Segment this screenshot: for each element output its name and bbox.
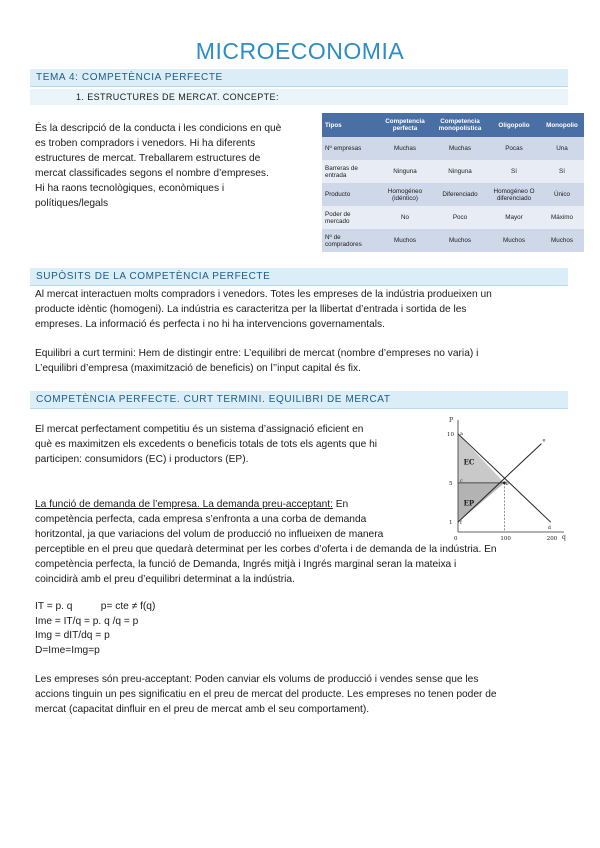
table-header-cell: Competencia monopolística	[432, 113, 488, 137]
point-label: a	[460, 430, 463, 437]
intro-line: mercat classificades segons el nombre d’empreses.	[35, 168, 269, 179]
page-title: MICROECONOMIA	[195, 38, 405, 64]
mercat-paragraph	[35, 422, 433, 467]
demanda-heading: La funció de demanda de l’empresa. La demanda preu-acceptant:	[35, 499, 333, 510]
table-header-cell: Oligopolio	[488, 113, 540, 137]
table-cell: Muchas	[432, 137, 488, 160]
subsection-header-estructures: 1. ESTRUCTURES DE MERCAT. CONCEPTE:	[30, 89, 568, 105]
market-types-table	[322, 113, 584, 252]
table-cell: Homogéneo (idéntico)	[378, 183, 432, 206]
table-cell: Muchas	[378, 137, 432, 160]
point-label: d	[547, 525, 551, 532]
intro-line: És la descripció de la conducta i les condicions en què	[35, 123, 282, 134]
table-header-cell: Competencia perfecta	[378, 113, 432, 137]
suposits-paragraph	[35, 287, 565, 332]
x-axis-label: q	[562, 534, 566, 541]
table-cell: Muchos	[540, 229, 584, 252]
point-label: f	[460, 520, 462, 527]
table-row	[322, 206, 584, 229]
table-row	[322, 183, 584, 206]
formula-line: Ime = IT/q = p. q /q = p	[35, 615, 139, 627]
demanda-paragraph-top	[35, 497, 433, 542]
table-cell: Ninguna	[432, 160, 488, 183]
table-cell: Único	[540, 183, 584, 206]
table-cell: Una	[540, 137, 584, 160]
formulas-block	[35, 600, 155, 658]
table-cell: Nº de compradores	[322, 229, 378, 252]
table-cell: Poco	[432, 206, 488, 229]
formula-line: IT = p. q p= cte ≠ f(q)	[35, 601, 156, 612]
final-line: accions tinguin un pes significatiu en el preu de mercat del producte. Les empreses no tenen poder de	[35, 689, 497, 700]
table-cell: Pocas	[488, 137, 540, 160]
point-label: b	[505, 480, 509, 487]
table-row	[322, 160, 584, 183]
y-tick-label: 1	[449, 520, 453, 527]
x-tick-label: 100	[500, 536, 511, 542]
formula-line: Img = dIT/dq = p	[35, 630, 110, 641]
table-header-cell: Monopolio	[540, 113, 584, 137]
table-cell: Nº empresas	[322, 137, 378, 160]
table-header-cell: Tipos	[322, 113, 378, 137]
final-line: Les empreses són preu-acceptant: Poden canviar els volums de producció i vendes sense que les	[35, 674, 479, 685]
intro-line: estructures de mercat. Treballarem estructures de	[35, 153, 261, 164]
demanda-line: coincidirà amb el preu d’equilibri determinat a la indústria.	[35, 574, 295, 585]
intro-line: Hi ha raons tecnològiques, econòmiques i	[35, 183, 225, 194]
equilibri-line: Equilibri a curt termini: Hem de distingir entre: L’equilibri de mercat (nombre d’empreses no varia) i	[35, 348, 479, 359]
x-tick-label: 200	[546, 536, 558, 542]
y-tick-label: 5	[449, 480, 453, 487]
equilibri-paragraph	[35, 346, 565, 376]
table-cell: Sí	[540, 160, 584, 183]
equilibri-line: L’equilibri d’empresa (maximització de beneficis) on l’’input capital és fix.	[35, 363, 361, 374]
mercat-line: què es maximitzen els excedents o beneficis totals de tots els agents que hi	[35, 439, 378, 450]
equilibrium-chart	[440, 414, 568, 544]
preu-acceptant-paragraph	[35, 672, 565, 717]
table-header-row	[322, 113, 584, 137]
table-cell: Muchos	[488, 229, 540, 252]
intro-line: polítiques/legals	[35, 198, 109, 209]
demanda-first-tail: En	[332, 499, 349, 510]
section-header-suposits: SUPÒSITS DE LA COMPETÈNCIA PERFECTE	[30, 268, 568, 286]
demanda-line: perceptible en el preu que quedarà determinat per les corbes d’oferta i de demanda de la indústria. En	[35, 544, 497, 555]
demanda-first-line	[35, 497, 433, 512]
table-cell: Mayor	[488, 206, 540, 229]
mercat-line: participen: consumidors (EC) i productors (EP).	[35, 454, 249, 465]
table-cell: Ninguna	[378, 160, 432, 183]
y-axis-label: P	[449, 417, 454, 424]
suposits-line: empreses. La informació és perfecta i no hi ha intervencions governamentals.	[35, 319, 385, 330]
demanda-line: competència perfecta, la funció de Demanda, Ingrés mitjà i Ingrés marginal seran la mateixa i	[35, 559, 457, 570]
demanda-line: horitzontal, ja que variacions del volum de producció no influeixen de manera	[35, 529, 384, 540]
demanda-line: competència perfecta, cada empresa s’enfronta a una corba de demanda	[35, 514, 367, 525]
producer-surplus-label: EP	[463, 498, 475, 508]
table-cell: Sí	[488, 160, 540, 183]
table-cell: Producto	[322, 183, 378, 206]
section-header-curt-termini: COMPETÈNCIA PERFECTE. CURT TERMINI. EQUILIBRI DE MERCAT	[30, 391, 568, 409]
mercat-line: El mercat perfectament competitiu és un sistema d’assignació eficient en	[35, 424, 364, 435]
table-cell: Poder de mercado	[322, 206, 378, 229]
demanda-paragraph-bottom	[35, 542, 565, 587]
final-line: mercat (capacitat dinfluir en el preu de mercat amb el seu comportament).	[35, 704, 370, 715]
table-row	[322, 229, 584, 252]
intro-paragraph	[35, 121, 317, 211]
point-label: c	[460, 477, 463, 484]
suposits-line: producte idèntic (homogeni). La indústria es caracteritza per la llibertat d’entrada i sortida de les	[35, 304, 467, 315]
intro-line: es troben compradors i venedors. Hi ha diferents	[35, 138, 256, 149]
table-cell: Muchos	[432, 229, 488, 252]
table-cell: Máximo	[540, 206, 584, 229]
suposits-line: Al mercat interactuen molts compradors i venedors. Totes les empreses de la indústria produeixen un	[35, 289, 492, 300]
table-cell: Muchos	[378, 229, 432, 252]
formula-line: D=Ime=Img=p	[35, 644, 100, 656]
y-tick-label: 10	[447, 431, 454, 438]
point-label: e	[542, 437, 546, 444]
table-cell: Barreras de entrada	[322, 160, 378, 183]
consumer-surplus-label: EC	[463, 457, 475, 467]
section-header-tema: TEMA 4: COMPETÈNCIA PERFECTE	[30, 69, 568, 87]
table-cell: Homogéneo O diferenciado	[488, 183, 540, 206]
table-cell: No	[378, 206, 432, 229]
table-row	[322, 137, 584, 160]
table-cell: Diferenciado	[432, 183, 488, 206]
x-tick-label: 0	[454, 536, 458, 542]
